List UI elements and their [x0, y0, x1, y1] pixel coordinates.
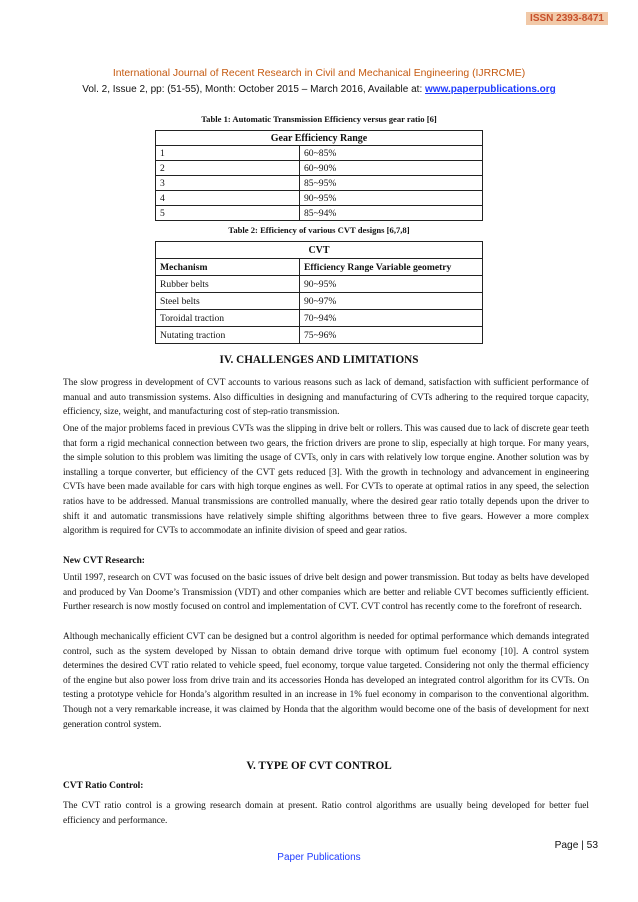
issn-badge: ISSN 2393-8471	[526, 12, 608, 25]
mechanism-cell: Nutating traction	[156, 327, 300, 344]
table2	[155, 241, 483, 344]
table-row	[156, 327, 483, 344]
table1-header: Gear Efficiency Range	[156, 131, 483, 146]
volume-line	[0, 84, 638, 95]
paragraph: Until 1997, research on CVT was focused on the basic issues of drive belt design and power transmission. But today as belts have developed and produced by Van Doome’s Transmission (VDT) and other companies which are better and reliable CVT becomes sufficiently efficient. Further research is now mostly focused on control and implementation of CVT. CVT control has recently come to the forefront of research.	[63, 573, 589, 613]
subheading-new-cvt-research: New CVT Research:	[63, 556, 145, 566]
journal-title: International Journal of Recent Research in Civil and Mechanical Engineering (IJRRCME)	[112, 68, 526, 79]
mechanism-col-header: Mechanism	[156, 259, 300, 276]
paragraph: Although mechanically efficient CVT can be designed but a control algorithm is needed for optimal performance which demands integrated control, such as the system developed by Nissan to obtain demand drive torque with optimum fuel economy [10]. A control system determines the desired CVT ratio related to vehicle speed, fuel economy, torque value targeted. Considering not only the thermal efficiency of the engine but also power loss from drive train and its accessories Honda has developed an integrated control algorithm for its CVTs. On testing a prototype vehicle for Honda’s algorithm resulted in an increase in 1% fuel economy in comparison to the conventional algorithm. Though not a very remarkable increase, it was claimed by Honda that the algorithm would become one of the basis of development for next generation control system.	[63, 632, 589, 730]
paragraph: One of the major problems faced in previous CVTs was the slipping in drive belt or rollers. This was caused due to lack of discrete gear teeth that form a rigid mechanical connection between two gears, the friction drivers are prone to slip, especially at high torque. For many years, the simple solution to this problem was limiting the usage of CVTs, only in cars with relatively low torque engine. Another solution was by installing a torque converter, but efficiency of the CVT gets reduced [3]. With the growth in technology and advancement in engineering CVTs have been made available for cars with high torque engines as well. For CVTs to operate at optimal ratios in any speed, the selection ratios have to be addressed. Manual transmissions are controlled manually, where the desired gear ratio totally depends upon the driver to shift it and automatic transmissions have relatively simple shifting algorithms between three to five gears. However a more complex algorithm is required for CVTs to accommodate an infinite division of speed and gear ratios.	[63, 424, 589, 537]
range-cell: 70~94%	[300, 310, 483, 327]
gear-cell: 5	[156, 206, 300, 221]
table-row	[156, 206, 483, 221]
section-heading-cvt-control: V. TYPE OF CVT CONTROL	[246, 760, 392, 772]
gear-cell: 2	[156, 161, 300, 176]
range-cell: 85~94%	[300, 206, 483, 221]
gear-cell: 3	[156, 176, 300, 191]
table2-caption: Table 2: Efficiency of various CVT designs [6,7,8]	[228, 225, 410, 235]
table1	[155, 130, 483, 221]
range-cell: 90~95%	[300, 191, 483, 206]
range-cell: 75~96%	[300, 327, 483, 344]
mechanism-cell: Steel belts	[156, 293, 300, 310]
table-row	[156, 293, 483, 310]
table-row	[156, 310, 483, 327]
paragraph: The slow progress in development of CVT accounts to various reasons such as lack of demand, satisfaction with sufficient performance of manual and auto transmission systems. Also difficulties in designing and manufacturing of CVTs adhering to the required torque capacity, efficiency, size, weight, and manufacturing cost of step-ratio transmission.	[63, 378, 589, 418]
table-row	[156, 191, 483, 206]
range-cell: 60~90%	[300, 161, 483, 176]
table1-caption: Table 1: Automatic Transmission Efficiency versus gear ratio [6]	[201, 114, 437, 124]
table-header-row	[156, 259, 483, 276]
range-cell: 90~95%	[300, 276, 483, 293]
gear-cell: 4	[156, 191, 300, 206]
table-row	[156, 161, 483, 176]
range-cell: 90~97%	[300, 293, 483, 310]
table-row	[156, 146, 483, 161]
mechanism-cell: Toroidal traction	[156, 310, 300, 327]
efficiency-col-header: Efficiency Range Variable geometry	[300, 259, 483, 276]
page-number: Page | 53	[554, 840, 598, 851]
table2-header: CVT	[156, 242, 483, 259]
subheading-cvt-ratio-control: CVT Ratio Control:	[63, 781, 144, 791]
table-row	[156, 276, 483, 293]
gear-cell: 1	[156, 146, 300, 161]
range-cell: 85~95%	[300, 176, 483, 191]
paragraph: The CVT ratio control is a growing research domain at present. Ratio control algorithms are usually being developed for better fuel efficiency and performance.	[63, 801, 589, 826]
journal-website-link[interactable]: www.paperpublications.org	[425, 84, 556, 95]
table-row	[156, 176, 483, 191]
range-cell: 60~85%	[300, 146, 483, 161]
mechanism-cell: Rubber belts	[156, 276, 300, 293]
publisher-footer: Paper Publications	[277, 852, 361, 863]
volume-text: Vol. 2, Issue 2, pp: (51-55), Month: October 2015 – March 2016, Available at:	[82, 84, 426, 95]
section-heading-challenges: IV. CHALLENGES AND LIMITATIONS	[219, 354, 419, 366]
